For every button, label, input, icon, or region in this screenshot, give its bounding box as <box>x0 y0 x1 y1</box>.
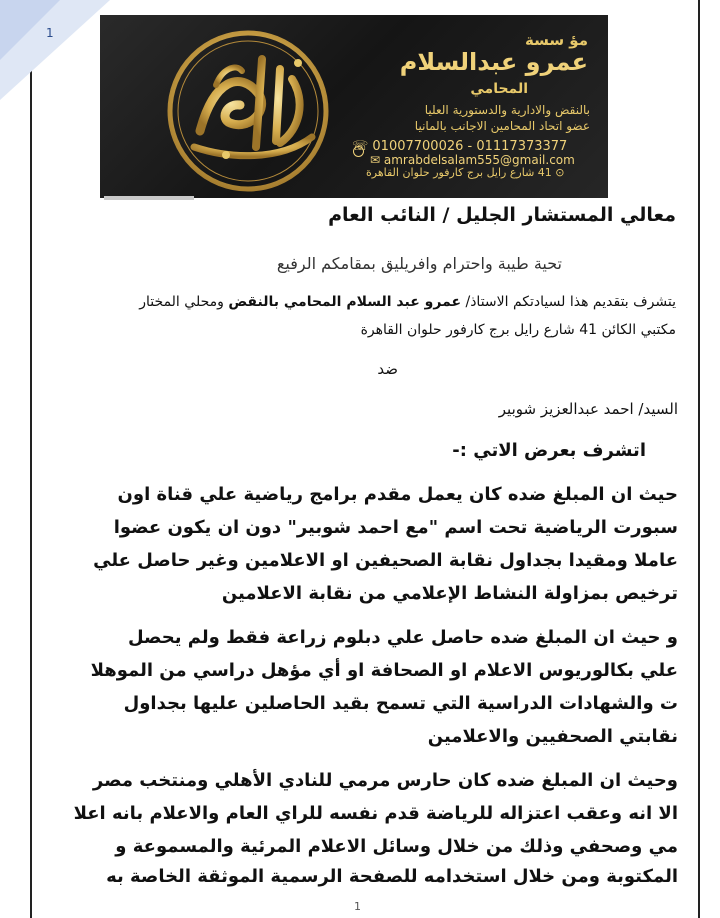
body-line: ت والشهادات الدراسية التي تسمح بقيد الحاصلين عليها بجداول <box>123 693 678 714</box>
body-line: مي وصحفي وذلك من خلال وسائل الاعلام المرئية والمسموعة و <box>115 836 678 857</box>
letterhead-email-text: amrabdelsalam555@gmail.com <box>383 153 575 167</box>
letterhead-address <box>366 166 565 179</box>
body-line: عاملا ومقيدا بجداول نقابة الصحيفين او الاعلامين وغير حاصل علي <box>93 550 678 571</box>
body-line: الا انه وعقب اعتزاله للرياضة قدم نفسه للراي العام والاعلام بانه اعلا <box>73 803 678 824</box>
page-border-left <box>30 0 32 918</box>
letterhead-courts-line: بالنقض والادارية والدستورية العليا <box>424 103 590 117</box>
letterhead-logo <box>100 15 608 198</box>
letter-defendant: السيد/ احمد عبدالعزيز شوبير <box>498 400 678 418</box>
letterhead-address-text: 41 شارع رايل برج كارفور حلوان القاهرة <box>366 166 552 179</box>
letter-office-address: مكتبي الكائن 41 شارع رايل برج كارفور حلوان القاهرة <box>360 322 676 338</box>
email-icon: ✉ <box>370 153 381 167</box>
petitioner-prefix: يتشرف بتقديم هذا لسيادتكم الاستاذ/ <box>461 294 676 310</box>
page-number-top: 1 <box>46 26 54 40</box>
body-line: سبورت الرياضية تحت اسم "مع احمد شوبير" دون ان يكون عضوا <box>113 517 678 538</box>
body-line: علي بكالوريوس الاعلام او الصحافة او أي مؤهل دراسي من الموهلا <box>90 660 678 681</box>
letterhead-membership-line: عضو اتحاد المحامين الاجانب بالمانيا <box>414 119 590 133</box>
petitioner-suffix: ومحلي المختار <box>139 294 229 310</box>
letterhead-lawyer-name: عمرو عبدالسلام <box>399 48 588 76</box>
body-line: و حيث ان المبلغ ضده حاصل علي دبلوم زراعة فقط ولم يحصل <box>127 627 678 648</box>
body-line: نقابتي الصحفيين والاعلامين <box>427 726 678 747</box>
letterhead-phones-text: 01007700026 - 01117373377 <box>372 139 568 154</box>
letterhead-email <box>370 153 575 167</box>
letter-petitioner-line <box>139 294 676 310</box>
letterhead-phones <box>352 139 567 154</box>
petitioner-name: عمرو عبد السلام المحامي بالنقض <box>228 294 462 310</box>
body-line: حيث ان المبلغ ضده كان يعمل مقدم برامج رياضية علي قناة اون <box>117 484 678 505</box>
letterhead-role: المحامي <box>470 81 528 97</box>
letter-greeting: تحية طيبة واحترام وافريليق بمقامكم الرفيع <box>276 254 562 273</box>
arabic-calligraphy-emblem-icon <box>130 19 390 195</box>
page-border-right <box>698 0 700 918</box>
body-line: وحيث ان المبلغ ضده كان حارس مرمي للنادي الأهلي ومنتخب مصر <box>92 770 678 791</box>
letterhead-institution-label: مؤ سسة <box>524 31 588 49</box>
page-fold-corner <box>0 0 110 100</box>
body-line: ترخيص بمزاولة النشاط الإعلامي من نقابة الاعلامين <box>221 583 678 604</box>
letter-intro-heading: اتشرف بعرض الاتي :- <box>452 440 646 461</box>
location-pin-icon: ⊙ <box>555 166 565 179</box>
page-number-bottom: 1 <box>354 900 361 913</box>
body-line: المكتوبة ومن خلال استخدامه للصفحة الرسمية الموثقة الخاصة به <box>106 866 678 887</box>
letter-addressee: معالي المستشار الجليل / النائب العام <box>328 204 676 226</box>
phone-icon: ☏ <box>352 139 369 154</box>
letter-versus: ضد <box>377 360 398 378</box>
letterhead-caption-mark <box>104 196 194 200</box>
